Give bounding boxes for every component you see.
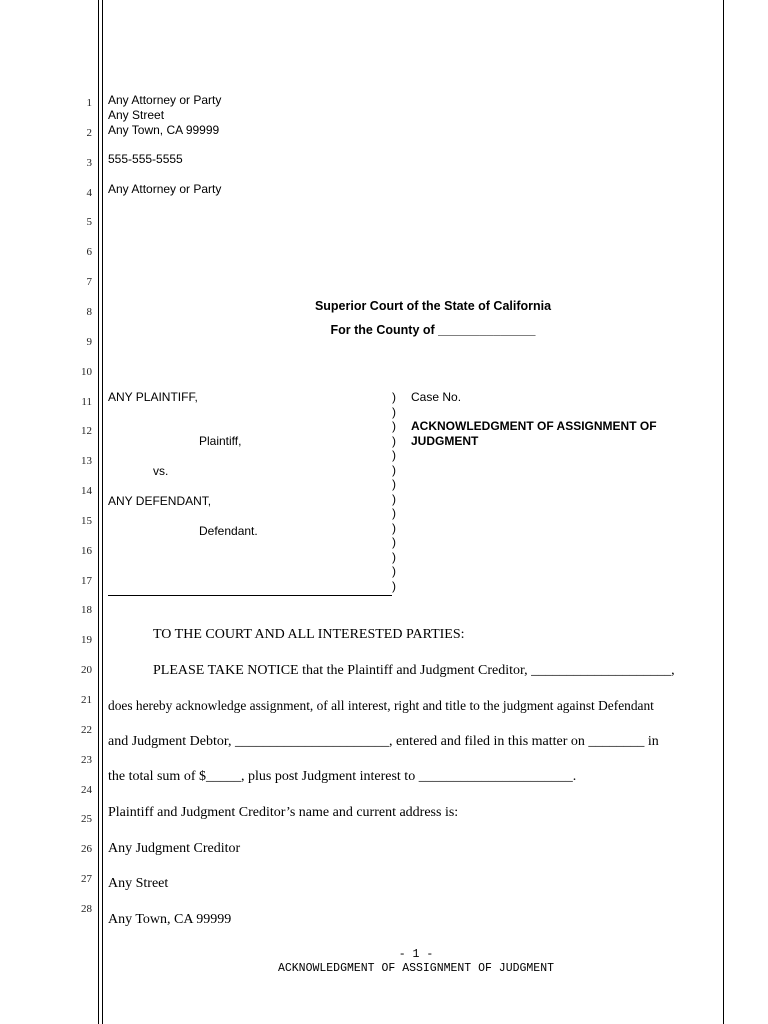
line-number: 7 xyxy=(86,276,92,289)
attorney-street: Any Street xyxy=(108,108,165,122)
plaintiff-role: Plaintiff, xyxy=(199,434,242,448)
line-number: 10 xyxy=(81,365,92,378)
line-number: 18 xyxy=(81,604,92,617)
case-number-label: Case No. xyxy=(411,390,462,404)
line-number: 2 xyxy=(86,126,92,139)
line-number: 3 xyxy=(86,156,92,169)
body-paragraph-line3: and Judgment Debtor, ______________________, entered and filed in this matter on ________ in xyxy=(108,734,659,749)
line-number: 25 xyxy=(81,813,92,826)
body-paragraph-line2: does hereby acknowledge assignment, of all interest, right and title to the judgment against Defendant xyxy=(108,698,654,713)
attorney-city: Any Town, CA 99999 xyxy=(108,123,220,137)
line-number: 9 xyxy=(86,335,92,348)
document-title-line1: ACKNOWLEDGMENT OF ASSIGNMENT OF xyxy=(411,419,657,433)
attorney-name: Any Attorney or Party xyxy=(108,93,222,107)
salutation: TO THE COURT AND ALL INTERESTED PARTIES: xyxy=(153,627,465,642)
line-number: 21 xyxy=(81,694,92,706)
line-number: 23 xyxy=(81,753,92,766)
footer-title: ACKNOWLEDGMENT OF ASSIGNMENT OF JUDGMENT xyxy=(277,962,555,975)
line-number: 24 xyxy=(81,783,92,796)
line-number: 15 xyxy=(81,514,92,527)
line-number: 14 xyxy=(81,485,92,498)
line-number: 17 xyxy=(81,574,92,587)
line-number: 5 xyxy=(86,216,92,229)
right-margin-rule xyxy=(723,0,724,1024)
left-margin-rule-inner xyxy=(102,0,103,1024)
line-number: 6 xyxy=(86,246,92,259)
line-number: 12 xyxy=(81,425,92,438)
creditor-street: Any Street xyxy=(108,876,169,891)
line-number: 28 xyxy=(81,902,92,915)
defendant-role: Defendant. xyxy=(199,524,258,538)
line-number: 20 xyxy=(81,664,92,677)
line-number: 13 xyxy=(81,455,92,468)
line-number: 8 xyxy=(86,305,92,318)
line-number: 26 xyxy=(81,843,92,856)
line-number: 19 xyxy=(81,634,92,647)
left-margin-rule-outer xyxy=(98,0,99,1024)
creditor-city: Any Town, CA 99999 xyxy=(108,912,232,927)
line-number: 4 xyxy=(86,186,92,199)
defendant-name: ANY DEFENDANT, xyxy=(108,494,212,508)
attorney-phone: 555-555-5555 xyxy=(108,152,183,166)
line-number: 11 xyxy=(81,395,92,408)
court-name: Superior Court of the State of California xyxy=(314,299,552,313)
body-paragraph-line4: the total sum of $_____, plus post Judgment interest to ______________________. xyxy=(108,769,577,784)
body-paragraph-line1: PLEASE TAKE NOTICE that the Plaintiff and Judgment Creditor, ____________________, xyxy=(153,663,675,678)
court-county: For the County of ______________ xyxy=(330,323,536,337)
line-number: 22 xyxy=(81,723,92,736)
attorney-for: Any Attorney or Party xyxy=(108,182,222,196)
line-number: 16 xyxy=(81,544,92,557)
caption-parentheses: ) ) ) ) ) ) ) ) ) ) ) ) ) ) xyxy=(392,390,396,593)
versus: vs. xyxy=(153,464,169,478)
plaintiff-name: ANY PLAINTIFF, xyxy=(108,390,198,404)
caption-underline xyxy=(108,595,392,596)
creditor-name: Any Judgment Creditor xyxy=(108,841,241,856)
line-number: 27 xyxy=(81,873,92,886)
document-title-line2: JUDGMENT xyxy=(411,434,479,448)
line-number: 1 xyxy=(86,97,92,109)
footer-page-number: - 1 - xyxy=(398,948,434,961)
body-paragraph-line5: Plaintiff and Judgment Creditor’s name and current address is: xyxy=(108,805,459,820)
